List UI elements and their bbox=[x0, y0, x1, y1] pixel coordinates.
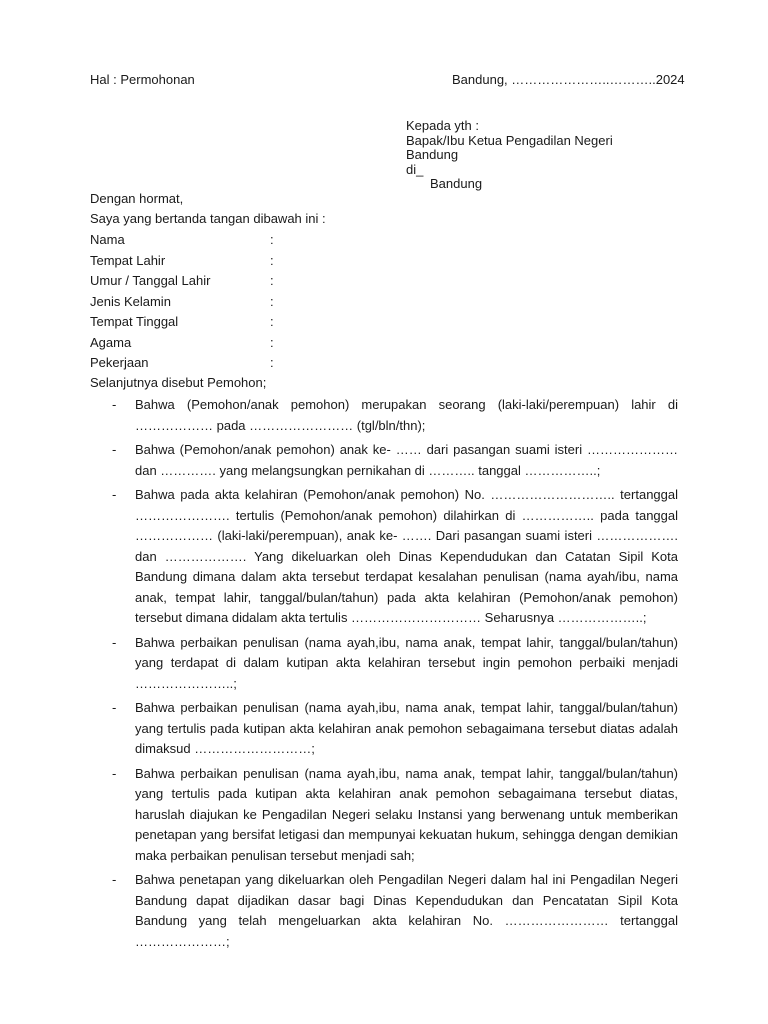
list-item bbox=[110, 633, 678, 695]
list-item bbox=[110, 870, 678, 952]
list-item bbox=[110, 764, 678, 867]
field-colon: : bbox=[270, 232, 274, 247]
dash-bullet: - bbox=[112, 765, 117, 781]
statement-list bbox=[110, 395, 678, 956]
dash-bullet: - bbox=[112, 872, 117, 887]
address-di-city: Bandung bbox=[430, 176, 483, 191]
dash-bullet: - bbox=[112, 487, 117, 502]
intro-line: Saya yang bertanda tangan dibawah ini : bbox=[90, 211, 326, 226]
list-item bbox=[110, 440, 678, 481]
field-colon: : bbox=[270, 334, 274, 350]
dash-bullet: - bbox=[112, 700, 117, 715]
pemohon-line: Selanjutnya disebut Pemohon; bbox=[90, 375, 267, 390]
field-label: Tempat Lahir bbox=[90, 252, 166, 268]
field-label: Pekerjaan bbox=[90, 355, 149, 370]
address-city: Bandung bbox=[406, 147, 459, 162]
field-label: Tempat Tinggal bbox=[90, 314, 179, 329]
list-item bbox=[110, 485, 678, 629]
dash-bullet: - bbox=[112, 634, 117, 650]
list-item-text: Bahwa perbaikan penulisan (nama ayah,ibu, nama anak, tempat lahir, tanggal/bulan/tahun) yang tertulis pada kutipan akta kelahiran anak pemohon sebagaimana tersebut diatas, haruslah diajukan ke Pengadilan Negeri selaku Instansi yang berwenang untuk memberikan penetapan yang bersifat letigasi dan mempunyai kekuatan hukum, sehingga dengan demikian maka perbaikan penulisan tersebut menjadi sah; bbox=[135, 765, 678, 863]
field-colon: : bbox=[270, 273, 274, 288]
list-item-text: Bahwa penetapan yang dikeluarkan oleh Pengadilan Negeri dalam hal ini Pengadilan Negeri Bandung dapat dijadikan dasar bagi Dinas Kependudukan dan Pencatatan Sipil Kota Bandung yang telah mengeluarkan akta kelahiran No. …………………… tertanggal …………………; bbox=[135, 872, 678, 949]
dash-bullet: - bbox=[112, 442, 117, 457]
field-label: Nama bbox=[90, 232, 125, 247]
list-item-text: Bahwa pada akta kelahiran (Pemohon/anak pemohon) No. ……………………….. tertanggal …………………. tertulis (Pemohon/anak pemohon) dilahirkan di …………….. pada tanggal ……………… (laki-laki/perempuan), anak ke- ……. Dari pasangan suami isteri ………………. dan ………………. Yang dikeluarkan oleh Dinas Kependudukan dan Catatan Sipil Kota Bandung dimana dalam akta tersebut terdapat kesalahan penulisan (nama ayah/ibu, nama anak, tempat lahir, tanggal/bulan/tahun) pada akta kelahiran (Pemohon/anak pemohon) tersebut dimana didalam akta tertulis ………………………… Seharusnya ………………..; bbox=[135, 487, 678, 625]
greeting: Dengan hormat, bbox=[90, 191, 184, 206]
list-item bbox=[110, 698, 678, 760]
field-colon: : bbox=[270, 355, 274, 370]
field-label: Jenis Kelamin bbox=[90, 293, 171, 309]
list-item-text: Bahwa (Pemohon/anak pemohon) anak ke- …… dari pasangan suami isteri ………………… dan …………. yang melangsungkan pernikahan di ……….. tanggal ……………..; bbox=[135, 442, 678, 478]
address-kepada: Kepada yth : bbox=[406, 118, 479, 133]
place-date: Bandung, …………………..………..2024 bbox=[452, 72, 685, 87]
field-label: Agama bbox=[90, 334, 132, 350]
field-colon: : bbox=[270, 252, 274, 268]
list-item-text: Bahwa perbaikan penulisan (nama ayah,ibu, nama anak, tempat lahir, tanggal/bulan/tahun) yang tertulis pada kutipan akta kelahiran anak pemohon sebagaimana tersebut diatas adalah dimaksud ………………………; bbox=[135, 700, 678, 756]
list-item-text: Bahwa (Pemohon/anak pemohon) merupakan seorang (laki-laki/perempuan) lahir di ……………… pada …………………… (tgl/bln/thn); bbox=[135, 397, 678, 433]
list-item-text: Bahwa perbaikan penulisan (nama ayah,ibu, nama anak, tempat lahir, tanggal/bulan/tahun) yang terdapat di dalam kutipan akta kelahiran tersebut ingin pemohon perbaiki menjadi …………………..; bbox=[135, 634, 678, 691]
field-colon: : bbox=[270, 314, 274, 329]
subject-line: Hal : Permohonan bbox=[90, 72, 195, 87]
dash-bullet: - bbox=[112, 397, 117, 412]
field-colon: : bbox=[270, 293, 274, 309]
address-di: di_ bbox=[406, 162, 424, 177]
address-recipient: Bapak/Ibu Ketua Pengadilan Negeri bbox=[406, 133, 613, 148]
field-label: Umur / Tanggal Lahir bbox=[90, 273, 211, 288]
list-item bbox=[110, 395, 678, 436]
